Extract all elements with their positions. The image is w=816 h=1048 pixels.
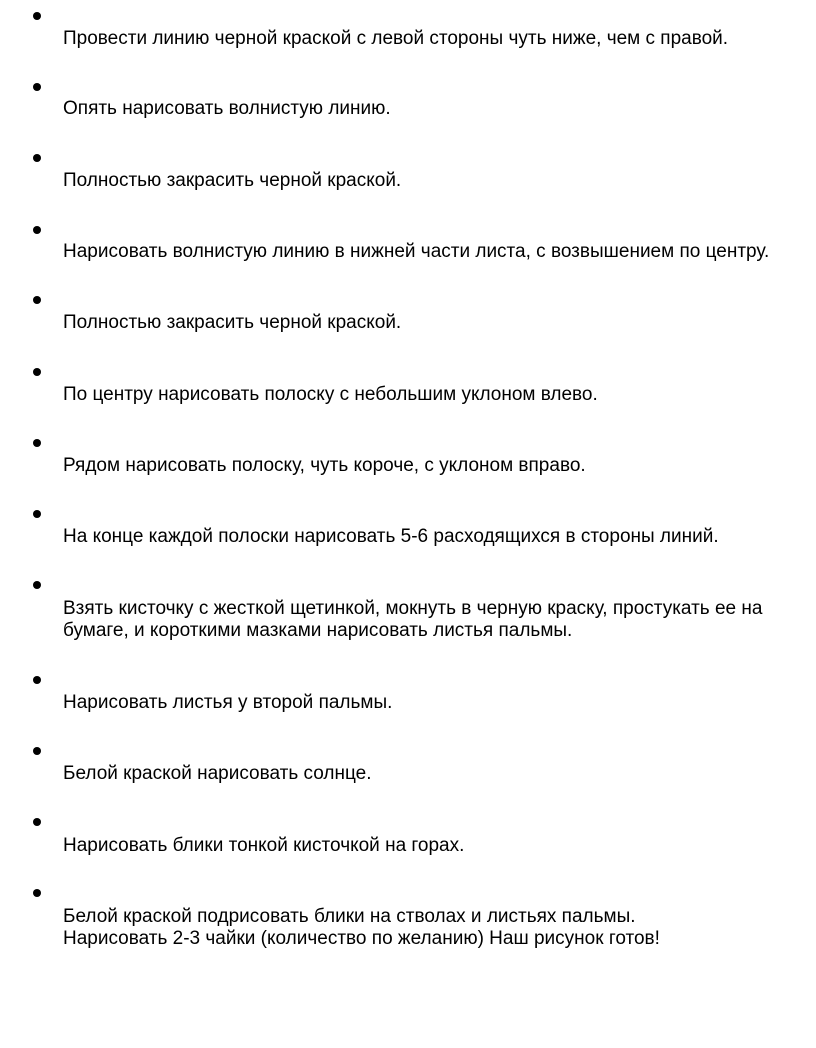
instruction-text: Полностью закрасить черной краской. (63, 170, 402, 191)
instruction-text: Провести линию черной краской с левой стороны чуть ниже, чем с правой. (63, 28, 729, 49)
instruction-text: Взять кисточку с жесткой щетинкой, мокнуть в черную краску, простукать ее на бумаге, и короткими мазками нарисовать листья пальмы. (63, 598, 763, 641)
instruction-text: Опять нарисовать волнистую линию. (63, 98, 391, 119)
bullet-icon (33, 12, 41, 20)
instruction-text: Рядом нарисовать полоску, чуть короче, с уклоном вправо. (63, 455, 586, 476)
instruction-text: На конце каждой полоски нарисовать 5-6 расходящихся в стороны линий. (63, 526, 719, 547)
bullet-icon (33, 581, 41, 589)
instruction-text: Белой краской нарисовать солнце. (63, 763, 372, 784)
instruction-text: Нарисовать блики тонкой кисточкой на горах. (63, 835, 465, 856)
bullet-icon (33, 747, 41, 755)
bullet-icon (33, 296, 41, 304)
bullet-icon (33, 889, 41, 897)
instruction-text: Нарисовать листья у второй пальмы. (63, 692, 393, 713)
bullet-icon (33, 510, 41, 518)
instruction-text: Полностью закрасить черной краской. (63, 312, 402, 333)
bullet-icon (33, 439, 41, 447)
instruction-text: По центру нарисовать полоску с небольшим уклоном влево. (63, 384, 598, 405)
instruction-text: Белой краской подрисовать блики на стволах и листьях пальмы. Нарисовать 2-3 чайки (количество по желанию) Наш рисунок готов! (63, 906, 660, 949)
bullet-icon (33, 818, 41, 826)
bullet-icon (33, 83, 41, 91)
instruction-text: Нарисовать волнистую линию в нижней части листа, с возвышением по центру. (63, 241, 770, 262)
bullet-icon (33, 226, 41, 234)
bullet-icon (33, 676, 41, 684)
bullet-icon (33, 154, 41, 162)
bullet-icon (33, 368, 41, 376)
